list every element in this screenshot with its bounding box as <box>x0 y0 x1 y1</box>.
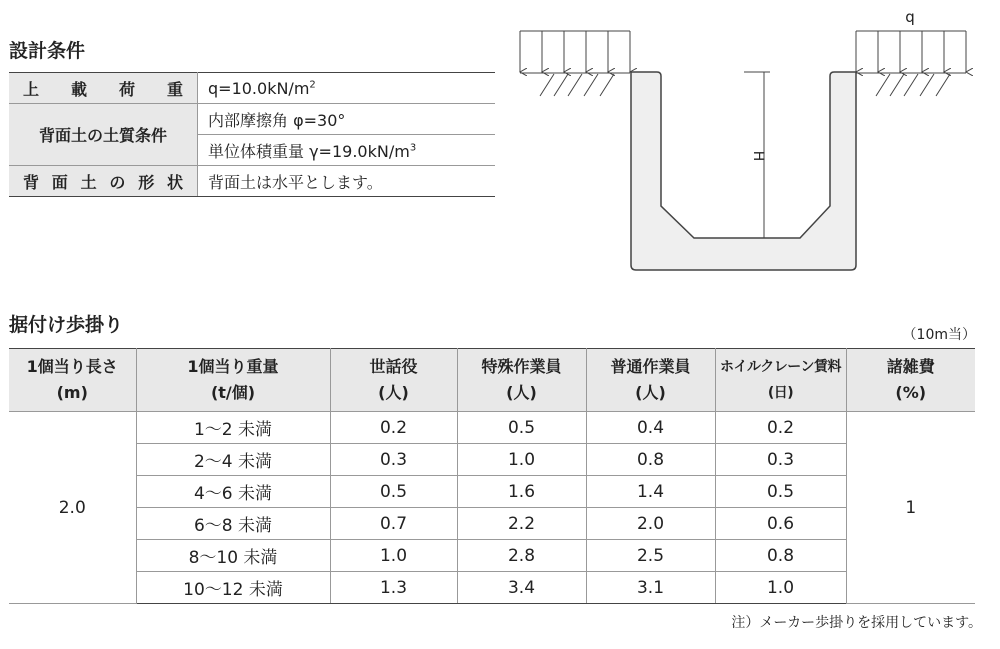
crane-cell: 0.2 <box>715 412 846 444</box>
header-misc: 諸雑費 (%) <box>846 349 975 412</box>
design-conditions-title: 設計条件 <box>9 40 86 62</box>
weight-cell: 6～8 未満 <box>136 508 330 540</box>
installation-labor-table <box>9 348 975 604</box>
row-label: 上載荷重 <box>9 73 198 104</box>
special-cell: 2.8 <box>457 540 586 572</box>
table-row <box>9 104 495 135</box>
crane-cell: 0.8 <box>715 540 846 572</box>
table-row <box>9 508 975 540</box>
special-cell: 3.4 <box>457 572 586 604</box>
footnote: 注）メーカー歩掛りを採用しています。 <box>731 615 982 631</box>
general-cell: 2.0 <box>586 508 715 540</box>
foreman-cell: 0.7 <box>330 508 457 540</box>
foreman-cell: 1.0 <box>330 540 457 572</box>
special-cell: 0.5 <box>457 412 586 444</box>
weight-cell: 4～6 未満 <box>136 476 330 508</box>
table-row <box>9 444 975 476</box>
foreman-cell: 1.3 <box>330 572 457 604</box>
load-label: q <box>905 8 915 26</box>
row-value: 背面土は水平とします。 <box>198 166 496 197</box>
general-cell: 2.5 <box>586 540 715 572</box>
design-conditions-table <box>9 72 495 197</box>
foreman-cell: 0.3 <box>330 444 457 476</box>
header-length: 1個当り長さ (m) <box>9 349 136 412</box>
weight-cell: 2～4 未満 <box>136 444 330 476</box>
header-foreman: 世話役 (人) <box>330 349 457 412</box>
left-load-arrows <box>520 31 630 96</box>
header-special-worker: 特殊作業員 (人) <box>457 349 586 412</box>
right-load-arrows <box>856 31 966 96</box>
header-weight: 1個当り重量 (t/個) <box>136 349 330 412</box>
header-general-worker: 普通作業員 (人) <box>586 349 715 412</box>
table-row <box>9 572 975 604</box>
row-label: 背面土の形状 <box>9 166 198 197</box>
crane-cell: 0.6 <box>715 508 846 540</box>
header-crane-rental: ホイルクレーン賃料 (日) <box>715 349 846 412</box>
special-cell: 1.6 <box>457 476 586 508</box>
crane-cell: 0.5 <box>715 476 846 508</box>
u-channel-diagram <box>510 0 980 290</box>
weight-cell: 1～2 未満 <box>136 412 330 444</box>
general-cell: 0.4 <box>586 412 715 444</box>
general-cell: 3.1 <box>586 572 715 604</box>
row-value: 内部摩擦角 φ=30° <box>198 104 496 135</box>
height-label: H <box>750 150 766 162</box>
row-value: 単位体積重量 $\gamma=19.0kN/m^3$ <box>198 135 496 166</box>
row-label: 背面土の土質条件 <box>9 104 198 166</box>
crane-cell: 0.3 <box>715 444 846 476</box>
table-row <box>9 412 975 444</box>
general-cell: 0.8 <box>586 444 715 476</box>
crane-cell: 1.0 <box>715 572 846 604</box>
row-value: $q=10.0kN/m^2$ <box>198 73 496 104</box>
weight-cell: 10～12 未満 <box>136 572 330 604</box>
table-row <box>9 73 495 104</box>
table-row <box>9 476 975 508</box>
unit-note: （10m当） <box>902 327 976 343</box>
table-row <box>9 166 495 197</box>
misc-cell: 1 <box>846 412 975 604</box>
special-cell: 1.0 <box>457 444 586 476</box>
length-cell: 2.0 <box>9 412 136 604</box>
weight-cell: 8～10 未満 <box>136 540 330 572</box>
general-cell: 1.4 <box>586 476 715 508</box>
foreman-cell: 0.2 <box>330 412 457 444</box>
installation-title: 据付け歩掛り <box>9 314 124 336</box>
foreman-cell: 0.5 <box>330 476 457 508</box>
table-header-row <box>9 349 975 412</box>
u-channel-body <box>631 72 856 270</box>
special-cell: 2.2 <box>457 508 586 540</box>
table-row <box>9 540 975 572</box>
